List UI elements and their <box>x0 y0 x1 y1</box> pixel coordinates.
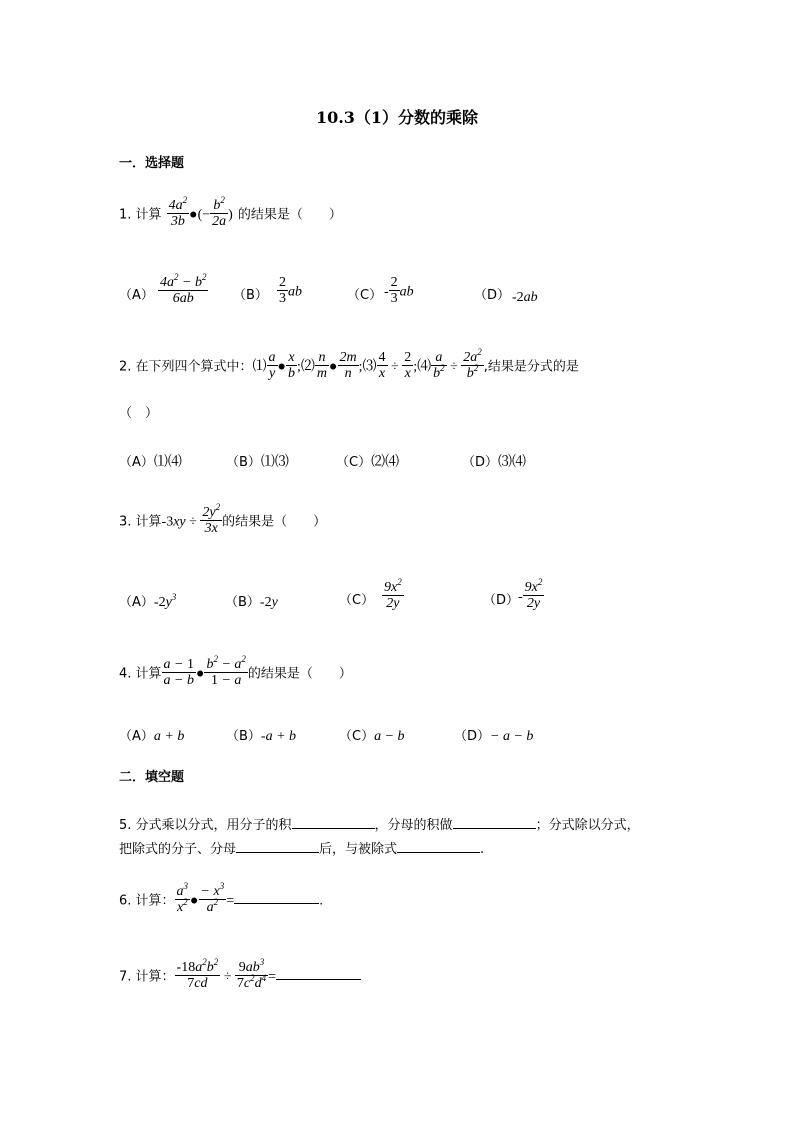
q4-option-a: （A）a + b <box>119 729 185 744</box>
question-3: 3. 计算-3xy ÷ $\frac{2y^2}{3x}$ 的结果是（ ） <box>119 502 327 537</box>
q4-option-b-label: （B） <box>226 729 261 744</box>
question-2: 2. 在下列四个算式中：⑴ $\frac{a}{y}$ ● $\frac{x}{b}$ ;⑵ $\frac{n}{m}$ ● $\frac{2m}{n}$ ;⑶ $\frac{4}{x}$ ÷ $\frac{2}{x}$ ;⑷ $\frac{a}{b^2}$ ÷ $\frac{2a^2}{b^2}$ ,结果是分式的是 <box>119 347 579 382</box>
answer-blank[interactable] <box>276 967 361 980</box>
q5-text-c: ；分式除以分式， <box>535 818 640 833</box>
q3-option-b: （B）-2y <box>225 595 278 610</box>
question-4-prefix: 4. 计算 <box>119 666 162 682</box>
question-3-suffix: 的结果是（ ） <box>222 514 327 530</box>
question-2-prefix: 2. 在下列四个算式中： <box>119 359 253 375</box>
q3-option-b-label: （B） <box>225 595 260 610</box>
question-1: 1. 计算 $\frac{4a^2}{3b}$ ●(− $\frac{b^2}{2a}$ ) 的结果是（ ） <box>119 195 342 230</box>
q1-option-a-math: $\frac{4a^2 - b^2}{6ab}$ <box>160 272 207 307</box>
question-6: 6. 计算： $\frac{a^3}{x^2}$ ● $\frac{- x^3}{a^2}$ = . <box>119 881 324 916</box>
q1-option-d-math: -2ab <box>512 290 538 305</box>
q3-option-a-label: （A） <box>119 595 154 610</box>
q4-option-c: （C）a − b <box>339 729 405 744</box>
question-5-line-2 <box>119 840 484 856</box>
q1-option-d-label: （D） <box>474 288 511 303</box>
q2-option-b-value: ⑴⑶ <box>260 455 289 470</box>
q4-option-d-label: （D） <box>454 729 491 744</box>
question-2-paren: （ ） <box>119 406 159 421</box>
question-1-suffix: 的结果是（ ） <box>237 207 342 223</box>
q2-option-b <box>226 453 289 470</box>
q1-option-c-label: （C） <box>347 288 383 303</box>
q2-option-b-label: （B） <box>226 455 261 470</box>
q5-text-d: 把除式的分子、分母 <box>119 842 237 857</box>
q1-option-c-math: - $\frac{2}{3}$ ab <box>384 275 414 307</box>
question-7: 7. 计算： $\frac{-18a^2b^2}{7cd}$ ÷ $\frac{9ab^3}{7c^2d^4}$ = <box>119 960 361 992</box>
q2-option-c-value: ⑵⑷ <box>371 455 400 470</box>
page-title: 10.3（1）分数的乘除 <box>315 108 479 127</box>
answer-blank[interactable] <box>453 816 536 829</box>
q2-option-d-value: ⑶⑷ <box>498 455 527 470</box>
q2-options <box>119 453 182 470</box>
q1-option-b-math: $\frac{2}{3}$ ab <box>279 275 302 307</box>
q3-option-d-math: - $\frac{9x^2}{2y}$ <box>518 577 543 612</box>
question-1-prefix: 1. 计算 <box>119 207 162 223</box>
fraction: $\frac{b^2}{2a}$ <box>212 195 227 230</box>
q4-option-b: （B）-a + b <box>226 729 297 744</box>
question-4-suffix: 的结果是（ ） <box>247 666 352 682</box>
q4-option-a-label: （A） <box>119 729 154 744</box>
q2-option-a-label: （A） <box>119 455 154 470</box>
answer-blank[interactable] <box>397 840 480 853</box>
section-heading-choice: 一．选择题 <box>119 156 185 171</box>
question-3-prefix: 3. 计算 <box>119 514 162 530</box>
q5-text-end: . <box>480 842 485 857</box>
q3-option-a: $(A)-2y^3$ <box>119 592 177 610</box>
answer-blank[interactable] <box>236 840 319 853</box>
q2-option-d <box>462 453 526 470</box>
q3-option-c-label: （C） <box>339 593 375 608</box>
q1-option-b-label: （B） <box>233 288 268 303</box>
question-5-line-1 <box>119 816 640 832</box>
q4-option-c-label: （C） <box>339 729 375 744</box>
q2-option-a-value: ⑴⑷ <box>153 455 182 470</box>
question-2-suffix: ,结果是分式的是 <box>483 359 579 375</box>
section-heading-fill: 二．填空题 <box>119 770 185 785</box>
q2-option-d-label: （D） <box>462 455 499 470</box>
q2-option-c <box>336 453 399 470</box>
q4-option-d: （D）− a − b <box>454 729 534 744</box>
fraction: $\frac{4a^2}{3b}$ <box>168 195 188 230</box>
q5-text-b: ，分母的积做 <box>374 818 453 833</box>
q1-option-a-label: （A） <box>119 288 154 303</box>
answer-blank[interactable] <box>292 816 375 829</box>
q3-option-c-math: $\frac{9x^2}{2y}$ <box>384 577 402 612</box>
answer-blank[interactable] <box>234 891 319 904</box>
q5-text-e: 后，与被除式 <box>319 842 398 857</box>
q3-option-d-label: （D） <box>483 593 520 608</box>
question-7-prefix: 7. 计算： <box>119 969 175 985</box>
question-6-prefix: 6. 计算： <box>119 893 175 909</box>
question-4: 4. 计算 $\frac{a - 1}{a - b}$ ● $\frac{b^2 - a^2}{1 - a}$ 的结果是（ ） <box>119 654 352 689</box>
q5-text-a: 5. 分式乘以分式，用分子的积 <box>119 818 292 833</box>
q2-option-c-label: （C） <box>336 455 372 470</box>
question-6-end: . <box>319 893 324 909</box>
